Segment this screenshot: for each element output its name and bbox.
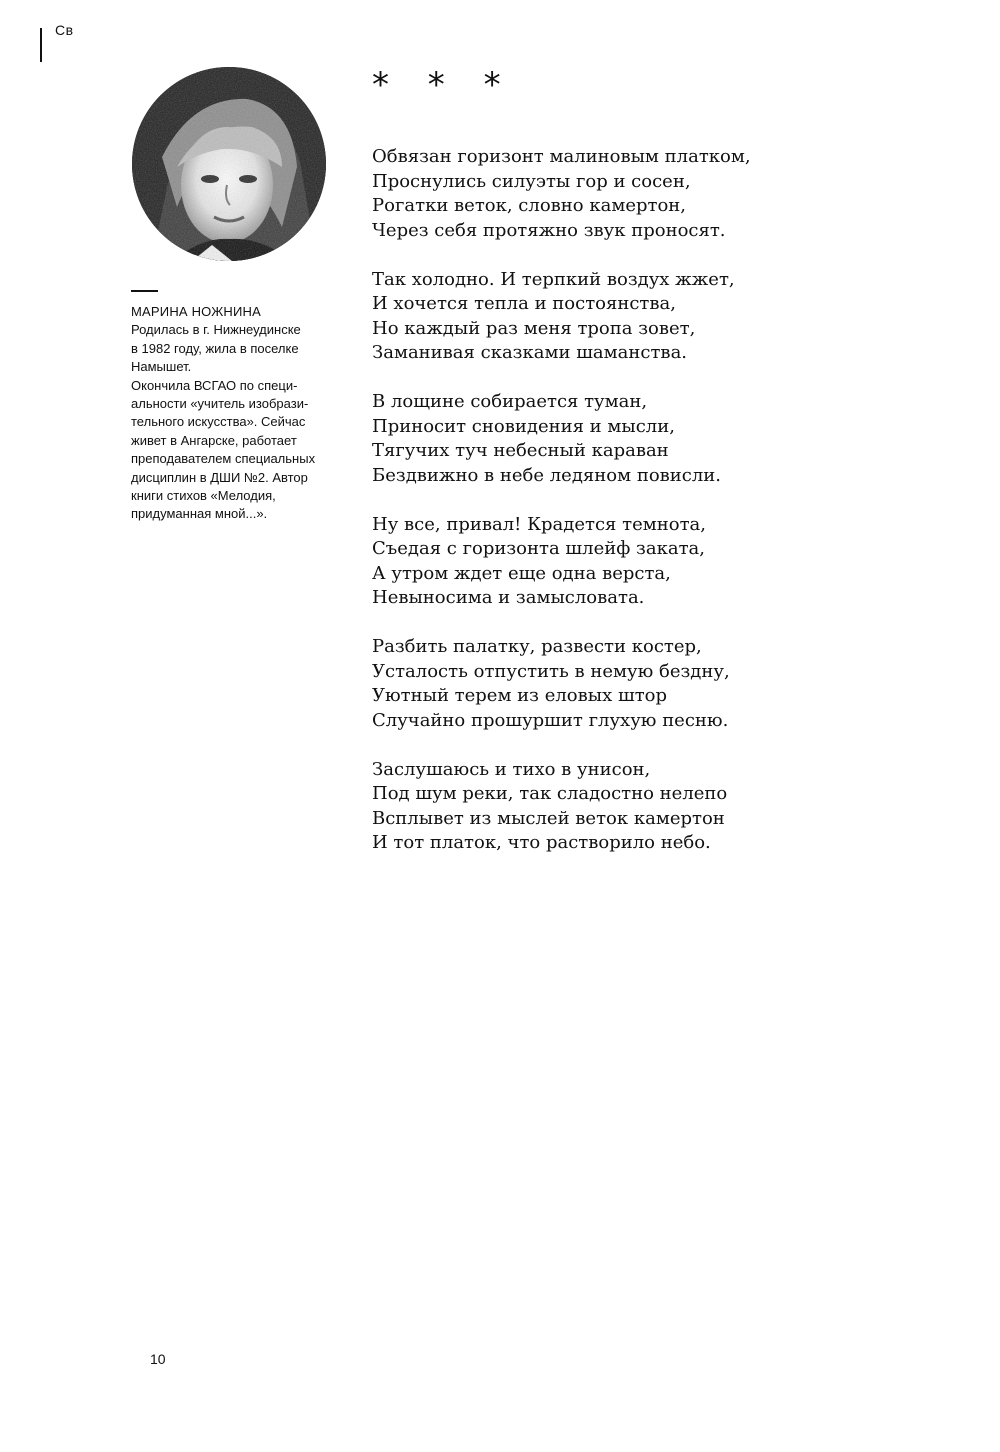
- author-bio-line: Родилась в г. Нижнеудинске: [131, 322, 301, 338]
- poem: [372, 65, 892, 880]
- poem-line: Усталость отпустить в немую бездну,: [372, 660, 730, 682]
- poem-line: Всплывет из мыслей веток камертон: [372, 807, 725, 829]
- poem-line: Уютный терем из еловых штор: [372, 685, 668, 706]
- author-bio-line: живет в Ангарске, работает: [131, 432, 297, 448]
- author-name: МАРИНА НОЖНИНА: [131, 304, 261, 319]
- author-dash: [131, 290, 158, 292]
- poem-stanza: [372, 390, 892, 488]
- poem-line: Так холодно. И терпкий воздух жжет,: [372, 268, 735, 290]
- author-bio-line: Намышет.: [131, 359, 192, 375]
- author-bio-line: придуманная мной...».: [131, 506, 268, 522]
- poem-line: Заманивая сказками шаманства.: [372, 342, 688, 363]
- poem-line: Съедая с горизонта шлейф заката,: [372, 538, 705, 559]
- poem-stanza: [372, 145, 892, 243]
- poem-line: Но каждый раз меня тропа зовет,: [372, 317, 696, 339]
- author-bio-line: преподавателем специальных: [131, 451, 316, 467]
- poem-stanza: [372, 513, 892, 611]
- poem-line: Рогатки веток, словно камертон,: [372, 195, 687, 216]
- poem-stanza: [372, 268, 892, 366]
- poem-line: И тот платок, что растворило небо.: [372, 832, 711, 853]
- poem-line: Невыносима и замысловата.: [372, 587, 645, 608]
- poem-line: Случайно прошуршит глухую песню.: [372, 709, 729, 731]
- poem-line: Заслушаюсь и тихо в унисон,: [372, 758, 651, 780]
- author-bio-line: в 1982 году, жила в поселке: [131, 340, 299, 356]
- author-bio-line: Окончила ВСГАО по специ-: [131, 377, 298, 393]
- poem-line: Ну все, привал! Крадется темнота,: [372, 513, 706, 535]
- poem-line: Проснулись силуэты гор и сосен,: [372, 170, 691, 192]
- author-portrait: [132, 67, 326, 261]
- poem-line: Тягучих туч небесный караван: [372, 440, 669, 461]
- poem-title-marks: * * *: [372, 65, 515, 105]
- poem-line: Бездвижно в небе ледяном повисли.: [372, 464, 722, 486]
- author-bio-line: альности «учитель изобрази-: [131, 396, 309, 412]
- poem-stanza: [372, 758, 892, 856]
- poem-line: Приносит сновидения и мысли,: [372, 415, 675, 437]
- author-bio-line: книги стихов «Мелодия,: [131, 488, 276, 504]
- portrait-image: [132, 67, 326, 261]
- poem-stanza: [372, 635, 892, 733]
- author-bio-line: дисциплин в ДШИ №2. Автор: [131, 469, 308, 485]
- poem-line: Под шум реки, так сладостно нелепо: [372, 783, 728, 804]
- running-head-rule: [40, 28, 42, 62]
- poem-line: А утром ждет еще одна верста,: [372, 562, 671, 584]
- poem-line: Обвязан горизонт малиновым платком,: [372, 146, 751, 167]
- poem-line: Через себя протяжно звук проносят.: [372, 219, 726, 241]
- poem-line: Разбить палатку, развести костер,: [372, 636, 702, 657]
- poem-line: В лощине собирается туман,: [372, 391, 648, 412]
- page-number: 10: [150, 1351, 166, 1367]
- author-bio-line: тельного искусства». Сейчас: [131, 414, 306, 430]
- poem-line: И хочется тепла и постоянства,: [372, 293, 676, 314]
- author-block: [131, 290, 351, 524]
- running-head-label: Св: [55, 22, 74, 38]
- author-bio: [131, 321, 351, 523]
